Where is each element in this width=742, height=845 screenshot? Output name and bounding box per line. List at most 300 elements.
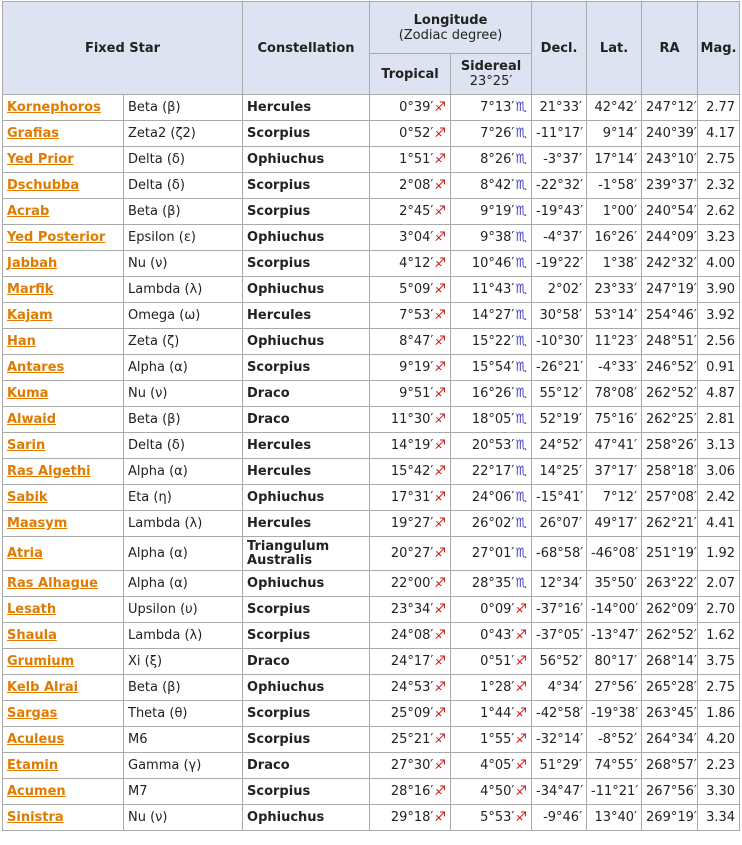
tropical-value: 4°12′ <box>399 256 434 271</box>
latitude: -14°00′ <box>587 597 642 623</box>
star-name-cell <box>3 173 124 199</box>
table-row <box>3 753 740 779</box>
table-row <box>3 199 740 225</box>
magnitude: 3.34 <box>698 805 740 831</box>
right-ascension: 262°52′ <box>642 623 698 649</box>
sidereal-longitude <box>451 537 532 571</box>
latitude: 9°14′ <box>587 121 642 147</box>
sidereal-value: 9°38′ <box>480 230 515 245</box>
latitude: -19°38′ <box>587 701 642 727</box>
bayer-designation: Alpha (α) <box>124 459 243 485</box>
right-ascension: 258°26′ <box>642 433 698 459</box>
star-name-link[interactable]: Shaula <box>7 628 57 643</box>
table-row <box>3 251 740 277</box>
star-name-link[interactable]: Kajam <box>7 308 53 323</box>
star-name-link[interactable]: Grafias <box>7 126 59 141</box>
header-longitude-label: Longitude <box>413 12 488 28</box>
star-name-link[interactable]: Yed Prior <box>7 152 74 167</box>
sidereal-value: 16°26′ <box>471 386 515 401</box>
table-row <box>3 407 740 433</box>
table-row <box>3 95 740 121</box>
header-tropical: Tropical <box>370 54 451 95</box>
bayer-designation: Delta (δ) <box>124 173 243 199</box>
scorpio-icon: ♏ <box>515 386 528 401</box>
bayer-designation: Alpha (α) <box>124 355 243 381</box>
sagittarius-icon: ♐ <box>434 386 447 401</box>
right-ascension: 265°28′ <box>642 675 698 701</box>
table-row <box>3 147 740 173</box>
star-name-link[interactable]: Alwaid <box>7 412 57 427</box>
constellation: Scorpius <box>243 597 370 623</box>
declination: 14°25′ <box>532 459 587 485</box>
star-name-cell <box>3 649 124 675</box>
table-row <box>3 329 740 355</box>
sidereal-longitude <box>451 727 532 753</box>
table-row <box>3 571 740 597</box>
sagittarius-icon: ♐ <box>434 516 447 531</box>
declination: 12°34′ <box>532 571 587 597</box>
declination: 30°58′ <box>532 303 587 329</box>
star-name-cell <box>3 511 124 537</box>
latitude: -46°08′ <box>587 537 642 571</box>
right-ascension: 242°32′ <box>642 251 698 277</box>
bayer-designation: Zeta2 (ζ2) <box>124 121 243 147</box>
table-row <box>3 623 740 649</box>
star-name-link[interactable]: Acumen <box>7 784 66 799</box>
star-name-link[interactable]: Sargas <box>7 706 58 721</box>
magnitude: 3.23 <box>698 225 740 251</box>
sidereal-value: 0°09′ <box>480 602 515 617</box>
sidereal-longitude <box>451 121 532 147</box>
sidereal-longitude <box>451 701 532 727</box>
constellation: Hercules <box>243 459 370 485</box>
right-ascension: 244°09′ <box>642 225 698 251</box>
sidereal-value: 1°44′ <box>480 706 515 721</box>
star-name-cell <box>3 277 124 303</box>
table-row <box>3 459 740 485</box>
right-ascension: 246°52′ <box>642 355 698 381</box>
star-name-link[interactable]: Dschubba <box>7 178 80 193</box>
sidereal-value: 11°43′ <box>471 282 515 297</box>
tropical-longitude <box>370 121 451 147</box>
latitude: 74°55′ <box>587 753 642 779</box>
constellation: Ophiuchus <box>243 805 370 831</box>
scorpio-icon: ♏ <box>515 126 528 141</box>
sidereal-longitude <box>451 381 532 407</box>
tropical-value: 8°47′ <box>399 334 434 349</box>
tropical-longitude <box>370 727 451 753</box>
tropical-value: 23°34′ <box>390 602 434 617</box>
declination: -68°58′ <box>532 537 587 571</box>
star-name-cell <box>3 571 124 597</box>
star-name-cell <box>3 597 124 623</box>
tropical-value: 25°09′ <box>390 706 434 721</box>
declination: 4°34′ <box>532 675 587 701</box>
constellation: Hercules <box>243 303 370 329</box>
scorpio-icon: ♏ <box>515 490 528 505</box>
sidereal-longitude <box>451 485 532 511</box>
declination: -37°05′ <box>532 623 587 649</box>
scorpio-icon: ♏ <box>515 282 528 297</box>
right-ascension: 239°37′ <box>642 173 698 199</box>
sidereal-longitude <box>451 433 532 459</box>
bayer-designation: Gamma (γ) <box>124 753 243 779</box>
sidereal-value: 0°51′ <box>480 654 515 669</box>
constellation: Hercules <box>243 95 370 121</box>
latitude: 80°17′ <box>587 649 642 675</box>
tropical-value: 24°53′ <box>390 680 434 695</box>
sagittarius-icon: ♐ <box>434 360 447 375</box>
table-row <box>3 701 740 727</box>
constellation: Draco <box>243 649 370 675</box>
constellation: Scorpius <box>243 623 370 649</box>
sidereal-longitude <box>451 199 532 225</box>
star-name-link[interactable]: Maasym <box>7 516 68 531</box>
sidereal-value: 1°28′ <box>480 680 515 695</box>
constellation: Ophiuchus <box>243 571 370 597</box>
table-row <box>3 173 740 199</box>
magnitude: 1.62 <box>698 623 740 649</box>
sagittarius-icon: ♐ <box>434 680 447 695</box>
sagittarius-icon: ♐ <box>434 602 447 617</box>
star-name-link[interactable]: Han <box>7 334 36 349</box>
table-row <box>3 537 740 571</box>
bayer-designation: Omega (ω) <box>124 303 243 329</box>
tropical-value: 22°00′ <box>390 576 434 591</box>
scorpio-icon: ♏ <box>515 576 528 591</box>
tropical-longitude <box>370 511 451 537</box>
sidereal-value: 22°17′ <box>471 464 515 479</box>
sidereal-longitude <box>451 355 532 381</box>
star-name-link[interactable]: Ras Alhague <box>7 576 98 591</box>
magnitude: 3.06 <box>698 459 740 485</box>
sagittarius-icon: ♐ <box>434 438 447 453</box>
star-name-link[interactable]: Marfik <box>7 282 54 297</box>
constellation: Scorpius <box>243 727 370 753</box>
scorpio-icon: ♏ <box>515 230 528 245</box>
sidereal-value: 26°02′ <box>471 516 515 531</box>
star-name-cell <box>3 701 124 727</box>
tropical-value: 11°30′ <box>390 412 434 427</box>
bayer-designation: Xi (ξ) <box>124 649 243 675</box>
tropical-value: 14°19′ <box>390 438 434 453</box>
sidereal-value: 8°42′ <box>480 178 515 193</box>
tropical-longitude <box>370 277 451 303</box>
tropical-value: 17°31′ <box>390 490 434 505</box>
constellation: Scorpius <box>243 701 370 727</box>
right-ascension: 240°39′ <box>642 121 698 147</box>
star-name-cell <box>3 121 124 147</box>
bayer-designation: M6 <box>124 727 243 753</box>
magnitude: 3.92 <box>698 303 740 329</box>
scorpio-icon: ♏ <box>515 334 528 349</box>
bayer-designation: Epsilon (ε) <box>124 225 243 251</box>
bayer-designation: Lambda (λ) <box>124 623 243 649</box>
tropical-value: 27°30′ <box>390 758 434 773</box>
magnitude: 4.17 <box>698 121 740 147</box>
tropical-longitude <box>370 597 451 623</box>
sagittarius-icon: ♐ <box>434 490 447 505</box>
sidereal-longitude <box>451 649 532 675</box>
bayer-designation: Nu (ν) <box>124 805 243 831</box>
star-name-cell <box>3 147 124 173</box>
tropical-value: 24°08′ <box>390 628 434 643</box>
sidereal-longitude <box>451 303 532 329</box>
sidereal-longitude <box>451 511 532 537</box>
right-ascension: 262°52′ <box>642 381 698 407</box>
tropical-value: 3°04′ <box>399 230 434 245</box>
sagittarius-icon: ♐ <box>434 204 447 219</box>
right-ascension: 248°51′ <box>642 329 698 355</box>
tropical-longitude <box>370 537 451 571</box>
bayer-designation: Nu (ν) <box>124 381 243 407</box>
sagittarius-icon: ♐ <box>434 126 447 141</box>
table-row <box>3 805 740 831</box>
star-name-link[interactable]: Sarin <box>7 438 46 453</box>
sagittarius-icon: ♐ <box>515 680 528 695</box>
latitude: 75°16′ <box>587 407 642 433</box>
tropical-longitude <box>370 649 451 675</box>
bayer-designation: M7 <box>124 779 243 805</box>
magnitude: 2.75 <box>698 147 740 173</box>
magnitude: 2.23 <box>698 753 740 779</box>
sidereal-longitude <box>451 251 532 277</box>
declination: -19°43′ <box>532 199 587 225</box>
star-name-link[interactable]: Lesath <box>7 602 57 617</box>
constellation: Scorpius <box>243 355 370 381</box>
bayer-designation: Upsilon (υ) <box>124 597 243 623</box>
constellation: Ophiuchus <box>243 329 370 355</box>
constellation: Hercules <box>243 511 370 537</box>
sidereal-longitude <box>451 597 532 623</box>
latitude: 53°14′ <box>587 303 642 329</box>
header-longitude <box>370 2 532 54</box>
magnitude: 3.30 <box>698 779 740 805</box>
sidereal-value: 0°43′ <box>480 628 515 643</box>
tropical-value: 2°45′ <box>399 204 434 219</box>
constellation: Ophiuchus <box>243 485 370 511</box>
tropical-value: 9°19′ <box>399 360 434 375</box>
star-name-cell <box>3 355 124 381</box>
latitude: 35°50′ <box>587 571 642 597</box>
right-ascension: 240°54′ <box>642 199 698 225</box>
star-name-cell <box>3 623 124 649</box>
latitude: 1°00′ <box>587 199 642 225</box>
declination: -9°46′ <box>532 805 587 831</box>
latitude: 49°17′ <box>587 511 642 537</box>
scorpio-icon: ♏ <box>515 100 528 115</box>
tropical-longitude <box>370 407 451 433</box>
magnitude: 2.70 <box>698 597 740 623</box>
sidereal-value: 24°06′ <box>471 490 515 505</box>
magnitude: 4.41 <box>698 511 740 537</box>
star-name-link[interactable]: Antares <box>7 360 65 375</box>
header-lat: Lat. <box>587 2 642 95</box>
declination: 21°33′ <box>532 95 587 121</box>
sidereal-longitude <box>451 277 532 303</box>
latitude: 11°23′ <box>587 329 642 355</box>
right-ascension: 267°56′ <box>642 779 698 805</box>
bayer-designation: Delta (δ) <box>124 433 243 459</box>
tropical-longitude <box>370 225 451 251</box>
bayer-designation: Delta (δ) <box>124 147 243 173</box>
star-name-link[interactable]: Ras Algethi <box>7 464 91 479</box>
sidereal-longitude <box>451 623 532 649</box>
star-name-cell <box>3 727 124 753</box>
sidereal-longitude <box>451 225 532 251</box>
star-name-link[interactable]: Kornephoros <box>7 100 101 115</box>
declination: -15°41′ <box>532 485 587 511</box>
declination: -10°30′ <box>532 329 587 355</box>
star-name-cell <box>3 95 124 121</box>
sidereal-value: 8°26′ <box>480 152 515 167</box>
tropical-longitude <box>370 485 451 511</box>
star-name-cell <box>3 485 124 511</box>
magnitude: 4.87 <box>698 381 740 407</box>
right-ascension: 247°12′ <box>642 95 698 121</box>
constellation: Scorpius <box>243 121 370 147</box>
latitude: 42°42′ <box>587 95 642 121</box>
bayer-designation: Nu (ν) <box>124 251 243 277</box>
latitude: 23°33′ <box>587 277 642 303</box>
star-name-cell <box>3 779 124 805</box>
magnitude: 0.91 <box>698 355 740 381</box>
declination: 52°19′ <box>532 407 587 433</box>
header-mag: Mag. <box>698 2 740 95</box>
right-ascension: 263°22′ <box>642 571 698 597</box>
declination: 2°02′ <box>532 277 587 303</box>
bayer-designation: Beta (β) <box>124 199 243 225</box>
bayer-designation: Lambda (λ) <box>124 277 243 303</box>
sidereal-value: 15°22′ <box>471 334 515 349</box>
constellation: Scorpius <box>243 779 370 805</box>
bayer-designation: Beta (β) <box>124 95 243 121</box>
sidereal-longitude <box>451 95 532 121</box>
star-name-link[interactable]: Aculeus <box>7 732 65 747</box>
magnitude: 2.75 <box>698 675 740 701</box>
sagittarius-icon: ♐ <box>515 784 528 799</box>
sidereal-longitude <box>451 407 532 433</box>
right-ascension: 262°25′ <box>642 407 698 433</box>
latitude: 7°12′ <box>587 485 642 511</box>
star-name-link[interactable]: Sinistra <box>7 810 64 825</box>
tropical-longitude <box>370 251 451 277</box>
declination: -42°58′ <box>532 701 587 727</box>
tropical-value: 0°52′ <box>399 126 434 141</box>
tropical-longitude <box>370 571 451 597</box>
scorpio-icon: ♏ <box>515 464 528 479</box>
latitude: 78°08′ <box>587 381 642 407</box>
star-name-link[interactable]: Acrab <box>7 204 50 219</box>
sidereal-longitude <box>451 805 532 831</box>
header-sidereal-label: Sidereal <box>460 59 522 74</box>
header-sidereal <box>451 54 532 95</box>
star-name-cell <box>3 753 124 779</box>
sidereal-longitude <box>451 147 532 173</box>
star-name-cell <box>3 381 124 407</box>
star-name-link[interactable]: Yed Posterior <box>7 230 106 245</box>
sidereal-longitude <box>451 571 532 597</box>
header-decl: Decl. <box>532 2 587 95</box>
tropical-value: 20°27′ <box>390 546 434 561</box>
bayer-designation: Eta (η) <box>124 485 243 511</box>
right-ascension: 263°45′ <box>642 701 698 727</box>
declination: 55°12′ <box>532 381 587 407</box>
sagittarius-icon: ♐ <box>434 546 447 561</box>
right-ascension: 264°34′ <box>642 727 698 753</box>
sagittarius-icon: ♐ <box>434 334 447 349</box>
bayer-designation: Lambda (λ) <box>124 511 243 537</box>
tropical-longitude <box>370 355 451 381</box>
latitude: 1°38′ <box>587 251 642 277</box>
star-name-link[interactable]: Jabbah <box>7 256 58 271</box>
constellation: Scorpius <box>243 251 370 277</box>
table-row <box>3 675 740 701</box>
sidereal-longitude <box>451 329 532 355</box>
tropical-longitude <box>370 753 451 779</box>
tropical-value: 1°51′ <box>399 152 434 167</box>
latitude: -11°21′ <box>587 779 642 805</box>
star-name-link[interactable]: Kelb Alrai <box>7 680 79 695</box>
bayer-designation: Alpha (α) <box>124 537 243 571</box>
magnitude: 2.32 <box>698 173 740 199</box>
table-row <box>3 727 740 753</box>
right-ascension: 258°18′ <box>642 459 698 485</box>
declination: 24°52′ <box>532 433 587 459</box>
magnitude: 2.77 <box>698 95 740 121</box>
sagittarius-icon: ♐ <box>434 654 447 669</box>
constellation: Draco <box>243 381 370 407</box>
scorpio-icon: ♏ <box>515 360 528 375</box>
sagittarius-icon: ♐ <box>434 152 447 167</box>
bayer-designation: Beta (β) <box>124 675 243 701</box>
sagittarius-icon: ♐ <box>515 628 528 643</box>
star-name-link[interactable]: Etamin <box>7 758 59 773</box>
star-name-link[interactable]: Atria <box>7 546 43 561</box>
magnitude: 2.07 <box>698 571 740 597</box>
sagittarius-icon: ♐ <box>434 308 447 323</box>
magnitude: 2.42 <box>698 485 740 511</box>
header-ra: RA <box>642 2 698 95</box>
right-ascension: 262°09′ <box>642 597 698 623</box>
latitude: 13°40′ <box>587 805 642 831</box>
star-name-link[interactable]: Kuma <box>7 386 49 401</box>
sagittarius-icon: ♐ <box>515 602 528 617</box>
magnitude: 2.56 <box>698 329 740 355</box>
tropical-longitude <box>370 701 451 727</box>
magnitude: 1.92 <box>698 537 740 571</box>
star-name-link[interactable]: Sabik <box>7 490 48 505</box>
table-row <box>3 597 740 623</box>
table-row <box>3 277 740 303</box>
sidereal-value: 7°26′ <box>480 126 515 141</box>
table-row <box>3 121 740 147</box>
tropical-longitude <box>370 199 451 225</box>
scorpio-icon: ♏ <box>515 152 528 167</box>
table-row <box>3 433 740 459</box>
constellation: Scorpius <box>243 199 370 225</box>
magnitude: 2.62 <box>698 199 740 225</box>
latitude: -13°47′ <box>587 623 642 649</box>
tropical-longitude <box>370 779 451 805</box>
sidereal-value: 18°05′ <box>471 412 515 427</box>
sagittarius-icon: ♐ <box>434 758 447 773</box>
sagittarius-icon: ♐ <box>434 178 447 193</box>
star-name-link[interactable]: Grumium <box>7 654 75 669</box>
sidereal-value: 20°53′ <box>471 438 515 453</box>
magnitude: 4.00 <box>698 251 740 277</box>
sagittarius-icon: ♐ <box>434 230 447 245</box>
